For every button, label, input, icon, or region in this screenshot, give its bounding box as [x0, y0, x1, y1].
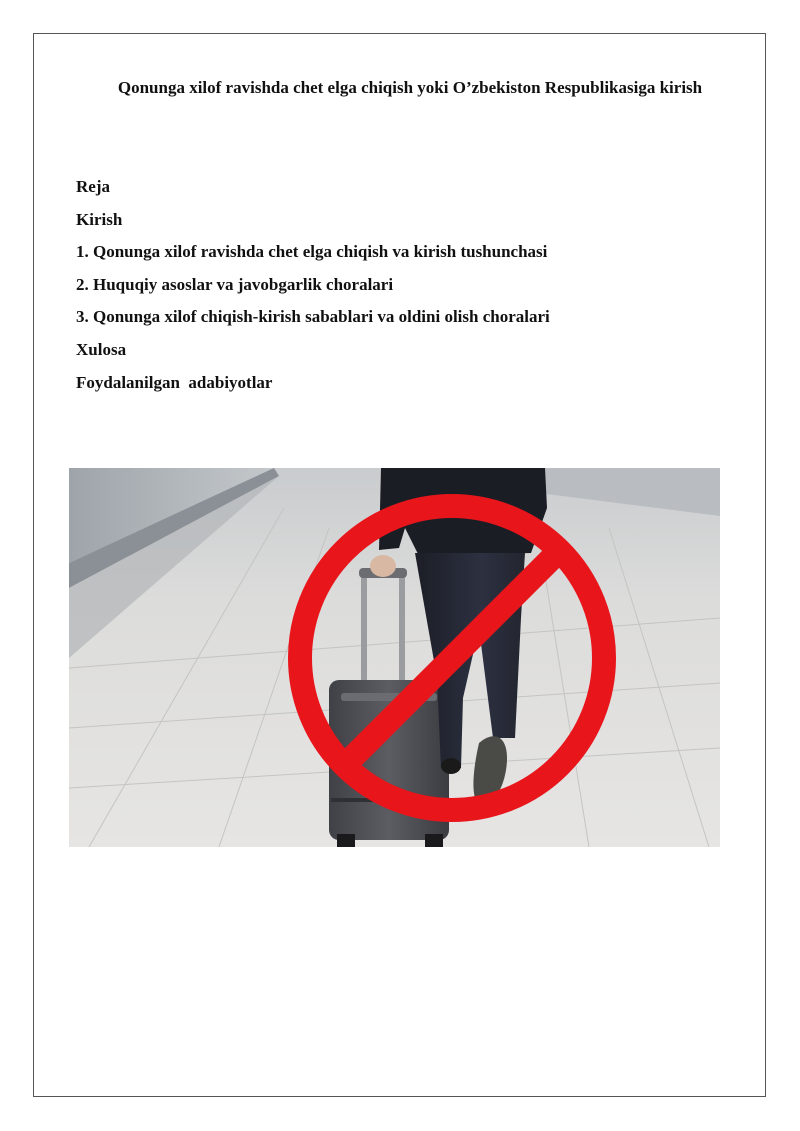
toc-item-conclusion: Xulosa	[76, 339, 127, 359]
toc-item-references: Foydalanilgan adabiyotlar	[76, 372, 273, 392]
toc-item-plan: Reja	[76, 177, 110, 196]
document-title: Qonunga xilof ravishda chet elga chiqish yoki O’zbekiston Respublikasiga kirish	[117, 78, 703, 97]
illustration-photo	[69, 468, 720, 847]
toc-item-section-1: 1. Qonunga xilof ravishda chet elga chiqish va kirish tushunchasi	[76, 242, 548, 262]
toc-item-section-3: 3. Qonunga xilof chiqish-kirish sabablari va oldini olish choralari	[76, 307, 550, 327]
toc-item-introduction: Kirish	[76, 209, 123, 229]
toc-item-section-2: 2. Huquqiy asoslar va javobgarlik choralari	[76, 274, 394, 294]
table-of-contents	[76, 171, 550, 399]
